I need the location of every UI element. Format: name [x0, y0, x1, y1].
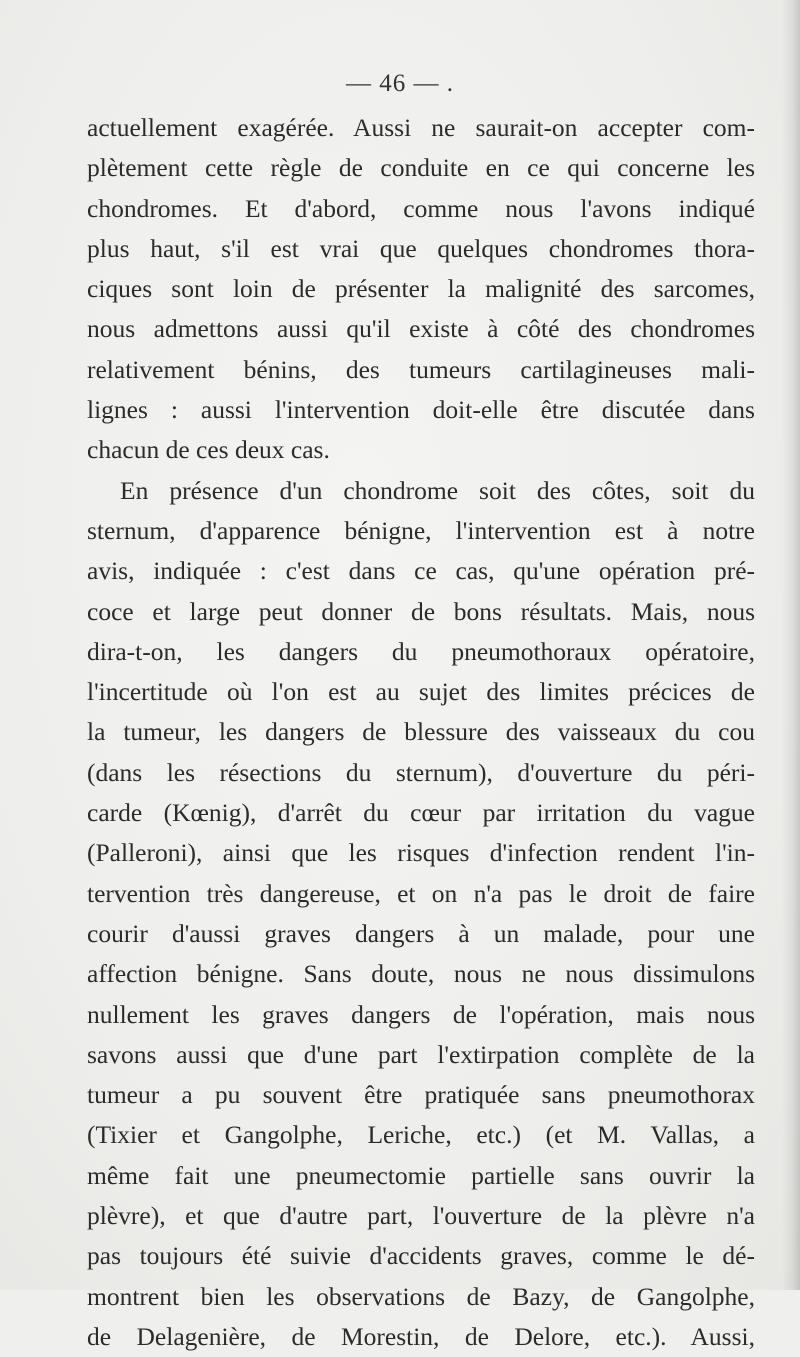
text-line: (Palleroni), ainsi que les risques d'infection rendent l'in- [87, 838, 755, 868]
paragraph [87, 108, 755, 471]
text-line: lignes : aussi l'intervention doit-elle être discutée dans [87, 395, 755, 425]
text-line: affection bénigne. Sans doute, nous ne nous dissimulons [87, 959, 755, 989]
text-line: savons aussi que d'une part l'extirpation complète de la [87, 1039, 755, 1069]
text-line: plus haut, s'il est vrai que quelques chondromes thora- [87, 233, 755, 263]
text-line: montrent bien les observations de Bazy, de Gangolphe, [87, 1281, 755, 1311]
page-edge-shadow [782, 0, 800, 1290]
body-text [87, 108, 755, 1357]
text-line: l'incertitude où l'on est au sujet des limites précices de [87, 677, 755, 707]
text-line: même fait une pneumectomie partielle sans ouvrir la [87, 1160, 755, 1190]
text-line: plèvre), et que d'autre part, l'ouverture de la plèvre n'a [87, 1201, 755, 1231]
text-line: chondromes. Et d'abord, comme nous l'avons indiqué [87, 193, 755, 223]
text-line: nullement les graves dangers de l'opération, mais nous [87, 999, 755, 1029]
text-line: carde (Kœnig), d'arrêt du cœur par irritation du vague [87, 798, 755, 828]
text-line: la tumeur, les dangers de blessure des vaisseaux du cou [87, 717, 755, 747]
text-line: chacun de ces deux cas. [87, 435, 330, 465]
text-line: En présence d'un chondrome soit des côtes, soit du [120, 475, 755, 505]
paragraph [87, 471, 755, 1357]
text-line: pas toujours été suivie d'accidents graves, comme le dé- [87, 1241, 755, 1271]
text-line: plètement cette règle de conduite en ce qui concerne les [87, 153, 755, 183]
text-line: tervention très dangereuse, et on n'a pas le droit de faire [87, 878, 755, 908]
text-line: avis, indiquée : c'est dans ce cas, qu'une opération pré- [87, 556, 755, 586]
page-number: — 46 — . [346, 70, 454, 97]
text-line: relativement bénins, des tumeurs cartilagineuses mali- [87, 354, 755, 384]
text-line: courir d'aussi graves dangers à un malade, pour une [87, 918, 755, 948]
text-line: nous admettons aussi qu'il existe à côté des chondromes [87, 314, 755, 344]
text-line: tumeur a pu souvent être pratiquée sans pneumothorax [87, 1080, 755, 1110]
text-line: (dans les résections du sternum), d'ouverture du péri- [87, 757, 755, 787]
text-line: actuellement exagérée. Aussi ne saurait-on accepter com- [87, 113, 755, 142]
text-line: de Delagenière, de Morestin, de Delore, etc.). Aussi, [87, 1321, 755, 1351]
text-line: ciques sont loin de présenter la malignité des sarcomes, [87, 274, 755, 304]
text-line: (Tixier et Gangolphe, Leriche, etc.) (et M. Vallas, a [87, 1120, 755, 1150]
text-line: coce et large peut donner de bons résultats. Mais, nous [87, 596, 755, 626]
text-line: sternum, d'apparence bénigne, l'intervention est à notre [87, 515, 755, 545]
text-line: dira-t-on, les dangers du pneumothoraux opératoire, [87, 636, 755, 666]
